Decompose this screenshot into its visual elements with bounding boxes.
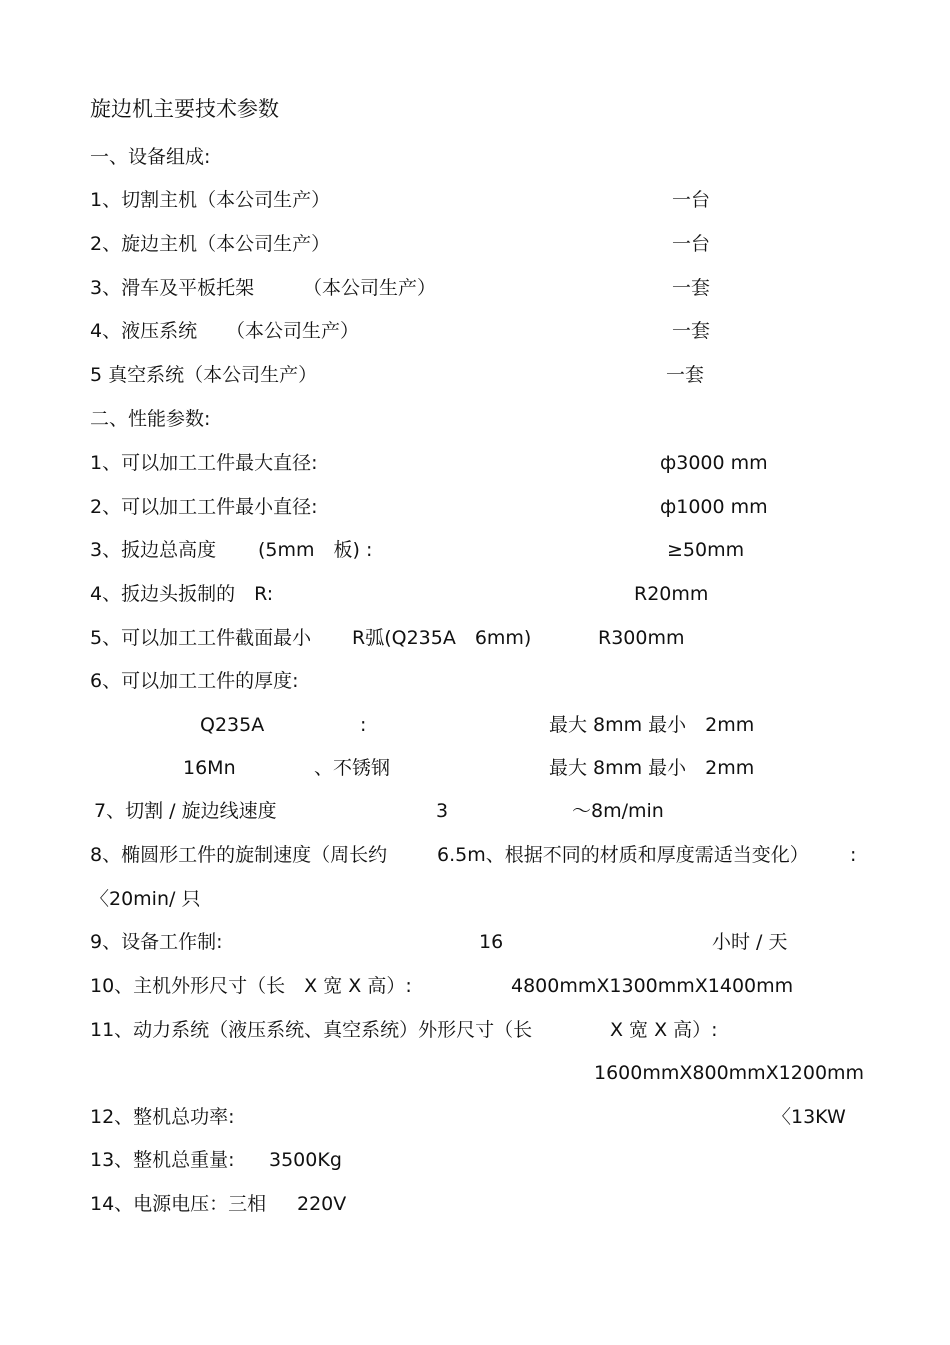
param-label: 9、设备工作制: [90,931,223,953]
param-value: R20mm [634,583,709,605]
param-value: ф3000 mm [660,452,768,474]
param-value: R300mm [598,627,685,649]
equipment-item-note: （本公司生产） [226,320,360,342]
equipment-item-qty: 一套 [672,277,711,299]
thickness-material-extra: 、不锈钢 [314,757,391,779]
equipment-item-qty: 一套 [672,320,711,342]
param-value: 16 [479,931,504,953]
speed-to: ～8m/min [572,800,664,822]
param-value: ф1000 mm [660,496,768,518]
param-label: 2、可以加工工件最小直径: [90,496,318,518]
param-value: 1600mmX800mmX1200mm [594,1062,865,1084]
param-label: 6、可以加工工件的厚度: [90,670,299,692]
speed-from: 3 [436,800,449,822]
param-label: 13、整机总重量: [90,1149,235,1171]
equipment-item-label: 1、切割主机（本公司生产） [90,189,331,211]
param-label: 5、可以加工工件截面最小 [90,627,312,649]
param-note: R弧(Q235A 6mm) [352,627,532,649]
page-title: 旋边机主要技术参数 [90,97,279,121]
equipment-item-label: 3、滑车及平板托架 [90,277,255,299]
section-heading-performance: 二、性能参数: [90,408,211,430]
param-value: 3500Kg [269,1149,342,1171]
thickness-range: 最大 8mm 最小 2mm [549,757,755,779]
param-note: X 宽 X 高）: [610,1019,718,1041]
thickness-range: 最大 8mm 最小 2mm [549,714,755,736]
equipment-item-qty: 一台 [672,233,711,255]
param-label: 3、扳边总高度 [90,539,217,561]
param-note: 6.5m、根据不同的材质和厚度需适当变化） [437,844,809,866]
param-value: 4800mmX1300mmX1400mm [511,975,794,997]
param-label: 10、主机外形尺寸（长 X 宽 X 高）: [90,975,412,997]
equipment-item-qty: 一台 [672,189,711,211]
param-label: 14、电源电压：三相 [90,1193,267,1215]
param-label: 7、切割 / 旋边线速度 [94,800,277,822]
equipment-item-qty: 一套 [666,364,705,386]
thickness-material: Q235A [200,714,265,736]
thickness-material: 16Mn [183,757,236,779]
param-label: 11、动力系统（液压系统、真空系统）外形尺寸（长 [90,1019,533,1041]
equipment-item-label: 5 真空系统（本公司生产） [90,364,318,386]
equipment-item-label: 2、旋边主机（本公司生产） [90,233,331,255]
param-label: 12、整机总功率: [90,1106,235,1128]
param-note: (5mm 板) : [258,539,373,561]
param-label: 8、椭圆形工件的旋制速度（周长约 [90,844,388,866]
thickness-colon: : [360,714,367,736]
param-value: 〈13KW [772,1106,846,1128]
param-colon: : [850,844,857,866]
param-unit: 小时 / 天 [712,931,788,953]
equipment-item-note: （本公司生产） [303,277,437,299]
param-value: 220V [297,1193,347,1215]
param-label: 4、扳边头扳制的 R: [90,583,274,605]
param-value: 〈20min/ 只 [90,888,201,910]
param-label: 1、可以加工工件最大直径: [90,452,318,474]
equipment-item-label: 4、液压系统 [90,320,198,342]
param-value: ≥50mm [667,539,745,561]
section-heading-equipment: 一、设备组成: [90,146,211,168]
